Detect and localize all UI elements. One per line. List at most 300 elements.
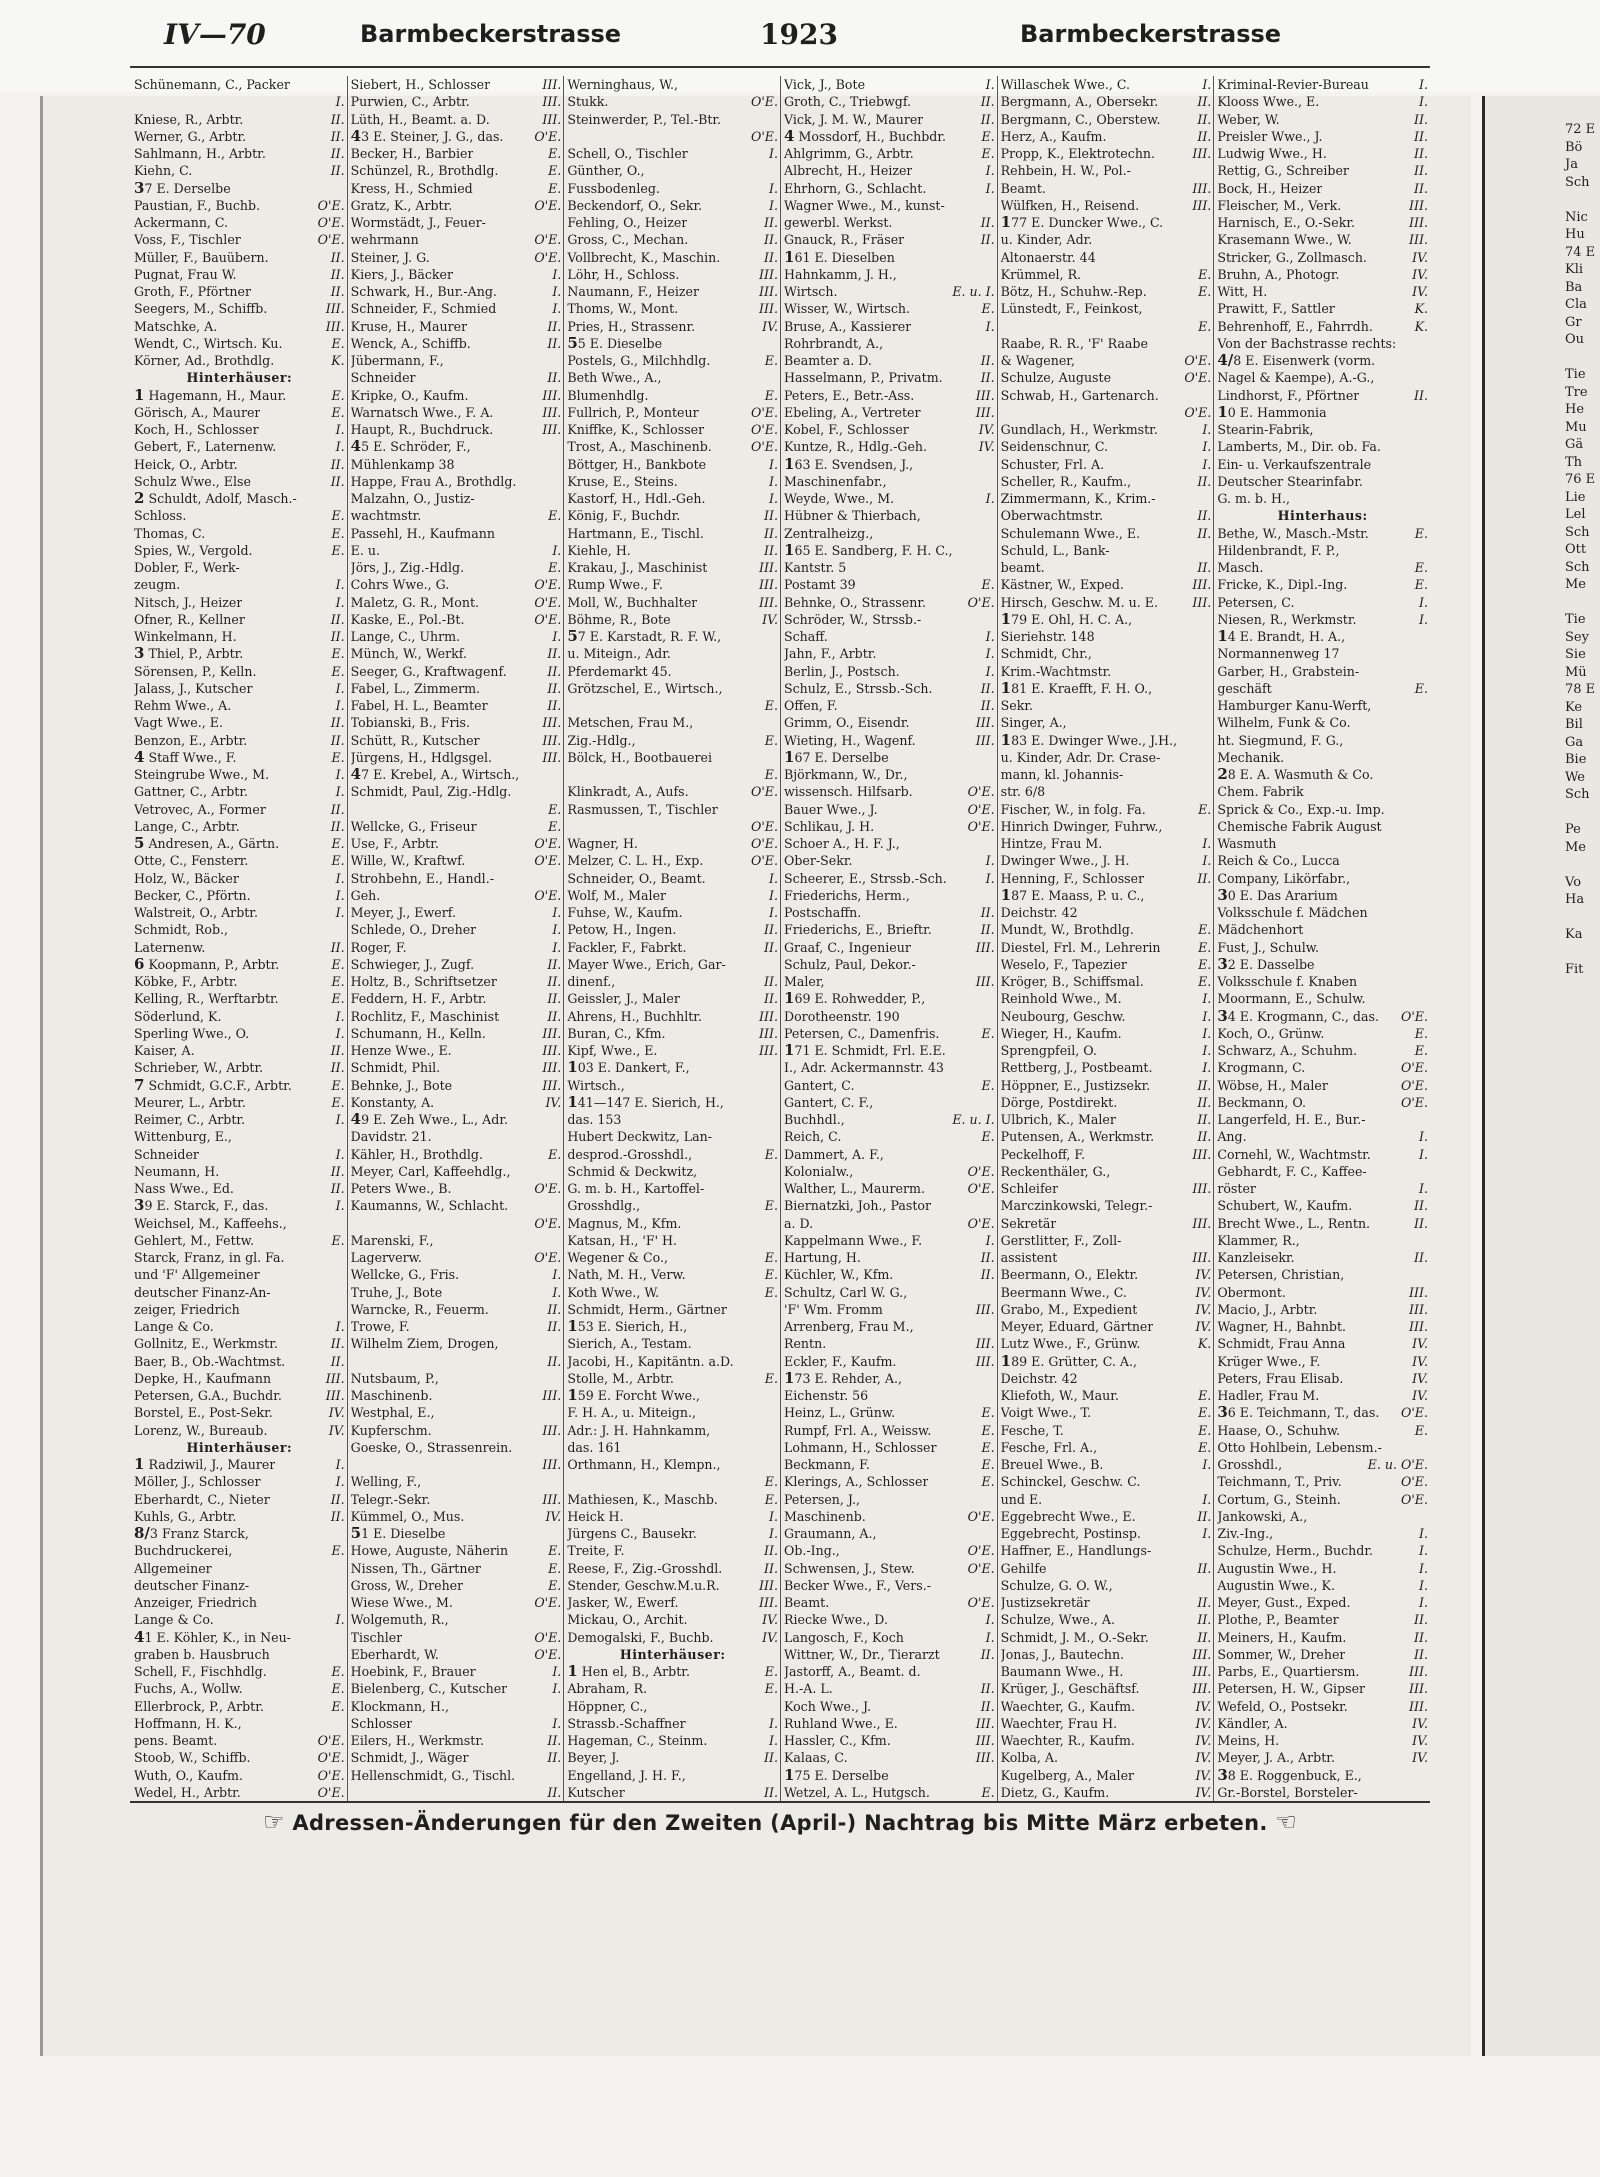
directory-entry [780, 921, 997, 938]
entry-floor: II. [1197, 1094, 1212, 1110]
entry-floor: IV. [1412, 1370, 1428, 1386]
entry-name: 153 E. Sierich, H., [567, 1318, 688, 1335]
entry-floor: E. [1198, 939, 1212, 955]
entry-name: 161 E. Dieselben [784, 248, 895, 266]
directory-entry [347, 1111, 564, 1128]
directory-entry [1213, 214, 1430, 231]
directory-entry [563, 1784, 780, 1801]
entry-floor: O'E. [317, 232, 345, 248]
entry-name: Fabel, H. L., Beamter [350, 698, 488, 713]
entry-name: Schünzel, R., Brothdlg. [350, 163, 499, 179]
entry-floor: II. [547, 646, 562, 662]
directory-entry [780, 1301, 997, 1318]
directory-entry [563, 473, 780, 490]
directory-entry [997, 1197, 1214, 1214]
entry-name: Naumann, F., Heizer [567, 284, 700, 299]
entry-name: Mickau, O., Archit. [567, 1612, 688, 1628]
entry-name: Krümmel, R. [1000, 266, 1082, 282]
entry-floor: II. [1414, 1198, 1428, 1214]
directory-entry [1213, 1542, 1430, 1559]
directory-entry [130, 749, 347, 766]
entry-floor: I. [1202, 853, 1212, 869]
entry-floor: I. [1202, 1060, 1212, 1076]
entry-floor: IV. [1412, 1336, 1428, 1352]
entry-name: Kähler, H., Brothdlg. [350, 1146, 483, 1162]
entry-floor: II. [1197, 1629, 1212, 1645]
entry-floor: III. [542, 1388, 562, 1403]
directory-entry [347, 162, 564, 179]
entry-name: Walstreit, O., Arbtr. [134, 905, 258, 920]
entry-name: Deutscher Stearinfabr. [1217, 473, 1363, 489]
directory-entry [347, 1456, 564, 1473]
entry-name: Meyer, J. A., Arbtr. [1217, 1750, 1335, 1766]
entry-floor: E. [764, 1474, 778, 1490]
entry-floor: II. [330, 473, 345, 489]
directory-entry [780, 1370, 997, 1387]
footer-notice [130, 1808, 1430, 1836]
entry-name: Justizsekretär [1000, 1595, 1090, 1610]
entry-name: Friederichs, E., Brieftr. [784, 922, 932, 938]
entry-name: Herz, A., Kaufm. [1000, 128, 1107, 144]
directory-entry [563, 1439, 780, 1456]
directory-entry [997, 783, 1214, 800]
entry-floor: II. [330, 611, 345, 627]
directory-entry [563, 438, 780, 455]
directory-entry [997, 1128, 1214, 1145]
directory-entry [997, 162, 1214, 179]
directory-entry [997, 369, 1214, 386]
entry-floor: I. [985, 853, 995, 869]
entry-name: Wülfken, H., Reisend. [1000, 197, 1140, 213]
entry-floor: O'E. [1401, 1060, 1428, 1076]
entry-floor: E. [1198, 974, 1212, 989]
directory-entry [1213, 1732, 1430, 1749]
entry-floor: I. [985, 180, 995, 196]
directory-entry [130, 1163, 347, 1180]
directory-entry [997, 1473, 1214, 1490]
directory-entry [563, 1767, 780, 1784]
directory-entry [130, 1663, 347, 1680]
directory-entry [563, 594, 780, 611]
directory-entry [347, 1698, 564, 1715]
directory-entry [563, 525, 780, 542]
entry-name: Schulze, Herm., Buchdr. [1217, 1543, 1373, 1559]
entry-floor: E. [331, 1077, 345, 1093]
entry-name: Zimmermann, K., Krim.- [1000, 491, 1156, 506]
entry-name: Sahlmann, H., Arbtr. [134, 146, 266, 161]
directory-entry [1213, 835, 1430, 852]
adjacent-page-fragment [1485, 909, 1600, 927]
entry-floor: III. [975, 1733, 995, 1748]
entry-name: 175 E. Derselbe [784, 1766, 889, 1784]
entry-name: Peters, Frau Elisab. [1217, 1370, 1344, 1386]
directory-entry [563, 1577, 780, 1594]
entry-name: Gross, C., Mechan. [567, 232, 689, 248]
entry-name: Cortum, G., Steinh. [1217, 1491, 1341, 1507]
entry-name: Schaff. [784, 629, 828, 644]
directory-entry [130, 525, 347, 542]
entry-name: Schneider, O., Beamt. [567, 870, 706, 886]
entry-floor: III. [542, 1077, 562, 1093]
directory-entry [780, 283, 997, 300]
entry-name: Paustian, F., Buchb. [134, 197, 261, 213]
entry-name: Plothe, P., Beamter [1217, 1612, 1339, 1628]
entry-floor: II. [980, 905, 995, 920]
entry-name: Günther, O., [567, 163, 645, 179]
directory-entry [780, 645, 997, 662]
entry-floor: II. [980, 1698, 995, 1714]
adjacent-page-fragment: 72 E [1565, 122, 1596, 137]
entry-floor: II. [1414, 163, 1428, 179]
entry-name: Deichstr. 42 [1000, 1370, 1078, 1386]
directory-entry [997, 645, 1214, 662]
entry-floor: I. [769, 1715, 778, 1731]
entry-floor: O'E. [534, 232, 562, 248]
directory-entry [130, 766, 347, 783]
entry-name: Hellenschmidt, G., Tischl. [350, 1767, 516, 1783]
directory-entry [130, 1456, 347, 1473]
entry-floor: O'E. [534, 594, 562, 610]
directory-entry [997, 1749, 1214, 1766]
directory-entry [130, 1611, 347, 1628]
directory-entry [563, 835, 780, 852]
entry-name: Schultz, Carl W. G., [784, 1284, 908, 1300]
entry-name: Laternenw. [134, 939, 206, 955]
entry-floor: I. [335, 767, 345, 782]
entry-name: Petersen, G.A., Buchdr. [134, 1388, 282, 1403]
directory-entry [1213, 1611, 1430, 1628]
directory-entry [130, 887, 347, 904]
directory-entry [1213, 335, 1430, 352]
directory-entry [563, 904, 780, 921]
entry-floor: II. [547, 1750, 562, 1766]
directory-entry [347, 456, 564, 473]
entry-name: Dörge, Postdirekt. [1000, 1094, 1118, 1110]
entry-name: Graaf, C., Ingenieur [784, 939, 911, 955]
entry-name: Rohrbrandt, A., [784, 335, 884, 351]
entry-floor: O'E. [534, 1629, 562, 1645]
adjacent-page-fragment: 74 E [1565, 244, 1596, 260]
entry-name: Reckenthäler, G., [1000, 1163, 1111, 1179]
directory-entry [780, 697, 997, 714]
entry-floor: E. u. O'E. [1367, 1457, 1428, 1472]
directory-entry [1213, 1680, 1430, 1697]
entry-floor: II. [1197, 1112, 1212, 1127]
entry-floor: II. [330, 818, 345, 834]
entry-name: Beamter a. D. [784, 353, 872, 368]
entry-name: u. Miteign., Adr. [567, 646, 671, 662]
directory-entry [997, 283, 1214, 300]
adjacent-page-fragment: Tie [1565, 367, 1586, 382]
directory-entry [347, 76, 564, 93]
entry-floor: II. [764, 1750, 778, 1766]
entry-floor: II. [330, 249, 345, 265]
entry-name: Kalaas, C. [784, 1750, 848, 1766]
entry-name: Harnisch, E., O.-Sekr. [1217, 215, 1356, 230]
entry-name: wissensch. Hilfsarb. [784, 784, 913, 800]
entry-floor: I. [1202, 1008, 1212, 1024]
directory-entry [1213, 283, 1430, 300]
directory-entry [997, 921, 1214, 938]
adjacent-page-fragment: Vo [1565, 874, 1582, 890]
entry-name: Schulz, E., Strssb.-Sch. [784, 680, 933, 696]
directory-entry [130, 456, 347, 473]
entry-name: Anzeiger, Friedrich [134, 1595, 257, 1610]
entry-name: Dorotheenstr. 190 [784, 1008, 900, 1024]
adjacent-page-fragment: Fit [1565, 962, 1584, 977]
directory-entry [1213, 1059, 1430, 1076]
entry-name: 55 E. Dieselbe [567, 334, 663, 352]
entry-floor: I. [985, 163, 995, 179]
entry-floor: E. [1414, 1025, 1428, 1041]
entry-floor: E. [548, 801, 562, 817]
adjacent-page-fragment: Sch [1565, 787, 1590, 802]
entry-name: Kaumanns, W., Schlacht. [350, 1198, 509, 1214]
entry-floor: O'E. [534, 1250, 562, 1265]
entry-floor: II. [330, 1060, 345, 1076]
directory-entry [997, 76, 1214, 93]
pointing-hand-icon: ☜ [1275, 1808, 1298, 1836]
directory-entry [997, 1663, 1214, 1680]
entry-name: Kanzleisekr. [1217, 1250, 1295, 1265]
entry-name: Hintze, Frau M. [1000, 836, 1103, 851]
entry-name: Bergmann, A., Obersekr. [1000, 94, 1159, 110]
directory-entry [347, 1473, 564, 1490]
directory-entry [1213, 1163, 1430, 1180]
entry-name: 183 E. Dwinger Wwe., J.H., [1000, 731, 1178, 749]
directory-entry [130, 318, 347, 335]
entry-floor: O'E. [317, 1767, 345, 1783]
entry-name: Mathiesen, K., Maschb. [567, 1491, 718, 1507]
entry-floor: I. [1419, 1577, 1428, 1593]
entry-floor: III. [1192, 197, 1212, 213]
entry-floor: I. [769, 197, 778, 213]
entry-floor: E. [331, 542, 345, 558]
entry-name: F. H. A., u. Miteign., [567, 1405, 696, 1421]
directory-entry [563, 180, 780, 197]
adjacent-page-fragment: Ou [1565, 332, 1585, 347]
directory-entry [347, 1025, 564, 1042]
entry-floor: I. [335, 594, 345, 610]
directory-entry [563, 111, 780, 128]
entry-name: und E. [1000, 1491, 1043, 1507]
entry-name: Allgemeiner [134, 1560, 212, 1576]
directory-entry [1213, 1215, 1430, 1232]
entry-name: Ang. [1217, 1129, 1247, 1145]
directory-entry [997, 421, 1214, 438]
directory-entry [997, 1508, 1214, 1525]
entry-name: Thoms, W., Mont. [567, 301, 679, 317]
directory-entry [563, 507, 780, 524]
entry-name: Körner, Ad., Brothdlg. [134, 353, 275, 368]
entry-floor: II. [764, 249, 778, 265]
directory-entry [130, 1335, 347, 1352]
entry-name: 43 E. Steiner, J. G., das. [350, 127, 504, 145]
entry-name: zeiger, Friedrich [134, 1301, 240, 1317]
directory-entry [1213, 1663, 1430, 1680]
directory-entry [780, 1439, 997, 1456]
entry-name: Schmidt, Herm., Gärtner [567, 1301, 727, 1317]
directory-entry [130, 1249, 347, 1266]
entry-floor: E. [331, 836, 345, 851]
directory-entry [1213, 1404, 1430, 1421]
entry-name: Wellcke, G., Friseur [350, 818, 477, 834]
entry-name: Kniese, R., Arbtr. [134, 111, 244, 127]
entry-name: Sprick & Co., Exp.-u. Imp. [1217, 801, 1385, 817]
entry-name: Seegers, M., Schiffb. [134, 301, 268, 317]
directory-entry [347, 628, 564, 645]
directory-entry [780, 870, 997, 887]
entry-floor: II. [330, 128, 345, 144]
directory-entry [1213, 266, 1430, 283]
directory-entry [780, 714, 997, 731]
entry-floor: I. [552, 301, 562, 317]
entry-name: Klooss Wwe., E. [1217, 94, 1320, 110]
directory-entry [997, 1542, 1214, 1559]
entry-name: Peckelhoff, F. [1000, 1146, 1086, 1162]
directory-entry [563, 749, 780, 766]
entry-name: Ellerbrock, P., Arbtr. [134, 1698, 264, 1714]
directory-entry [780, 438, 997, 455]
directory-entry [130, 1111, 347, 1128]
directory-entry [347, 352, 564, 369]
entry-name: Gerstlitter, F., Zoll- [1000, 1232, 1122, 1248]
entry-floor: II. [764, 542, 778, 558]
entry-floor: I. [769, 491, 778, 506]
directory-entry [780, 1232, 997, 1249]
entry-floor: I. [1419, 94, 1428, 110]
entry-floor: E. [981, 1077, 995, 1093]
directory-entry [1213, 300, 1430, 317]
directory-entry [780, 801, 997, 818]
directory-entry [1213, 387, 1430, 404]
entry-floor: E. [331, 525, 345, 541]
entry-name: Kaske, E., Pol.-Bt. [350, 611, 465, 627]
directory-entry [780, 197, 997, 214]
entry-floor: I. [1419, 1129, 1428, 1145]
adjacent-page-fragment: Gä [1565, 437, 1584, 452]
entry-name: Henze Wwe., E. [350, 1043, 452, 1058]
entry-floor: I. [1419, 594, 1428, 610]
entry-floor: I. [1202, 1043, 1212, 1058]
entry-name: G. m. b. H., Kartoffel- [567, 1181, 705, 1196]
entry-name: Werner, G., Arbtr. [134, 128, 247, 144]
header-rule [130, 66, 1430, 68]
directory-entry [347, 1387, 564, 1404]
entry-floor: E. [331, 404, 345, 420]
entry-name: Eckler, F., Kaufm. [784, 1353, 897, 1369]
entry-name: G. m. b. H., [1217, 491, 1290, 506]
entry-floor: III. [975, 974, 995, 989]
entry-floor: O'E. [534, 1181, 562, 1196]
entry-floor: II. [1414, 111, 1428, 127]
entry-name: Mayer Wwe., Erich, Gar- [567, 956, 726, 972]
directory-column [130, 76, 348, 1801]
entry-name: Chemische Fabrik August [1217, 818, 1382, 834]
entry-name: u. Kinder, Adr. [1000, 232, 1093, 248]
directory-entry [130, 921, 347, 938]
entry-floor: III. [1192, 180, 1212, 196]
entry-name: beamt. [1000, 560, 1045, 575]
entry-name: geschäft [1217, 680, 1272, 696]
directory-entry [347, 525, 564, 542]
entry-name: Mädchenhort [1217, 922, 1304, 938]
directory-entry [780, 1646, 997, 1663]
directory-entry [347, 542, 564, 559]
directory-entry [780, 1404, 997, 1421]
entry-floor: I. [1202, 422, 1212, 437]
entry-name: Lüth, H., Beamt. a. D. [350, 111, 490, 127]
entry-name: Lorenz, W., Bureaub. [134, 1422, 268, 1438]
directory-entry [997, 714, 1214, 731]
directory-entry [780, 1318, 997, 1335]
directory-entry [780, 1594, 997, 1611]
directory-entry [1213, 1525, 1430, 1542]
directory-entry [347, 594, 564, 611]
directory-entry [780, 162, 997, 179]
adjacent-page-edge [1482, 96, 1600, 2056]
directory-entry [563, 1180, 780, 1197]
directory-entry [1213, 697, 1430, 714]
entry-floor: III. [759, 301, 778, 317]
entry-name: Hartung, H. [784, 1250, 861, 1265]
directory-entry [997, 266, 1214, 283]
entry-name: gewerbl. Werkst. [784, 215, 893, 230]
entry-floor: I. [552, 1681, 562, 1697]
entry-name: Werninghaus, W., [567, 77, 678, 92]
entry-name: Propp, K., Elektrotechn. [1000, 146, 1156, 161]
adjacent-page-fragment [1485, 944, 1600, 962]
entry-floor: O'E. [967, 784, 995, 800]
entry-name: Waechter, G., Kaufm. [1000, 1698, 1136, 1714]
directory-entry [347, 180, 564, 197]
directory-entry [563, 990, 780, 1007]
entry-name: Reinhold Wwe., M. [1000, 991, 1122, 1007]
adjacent-page-fragment: Sch [1565, 559, 1590, 575]
entry-floor: E. [331, 335, 345, 351]
entry-floor: II. [980, 1646, 995, 1662]
entry-name: Vollbrecht, K., Maschin. [567, 249, 721, 265]
entry-floor: E. [548, 560, 562, 575]
directory-entry [780, 1542, 997, 1559]
entry-name: Wefeld, O., Postsekr. [1217, 1698, 1348, 1714]
entry-name: Eggebrecht, Postinsp. [1000, 1526, 1141, 1541]
directory-entry [780, 1456, 997, 1473]
entry-name: Gollnitz, E., Werkmstr. [134, 1336, 278, 1352]
directory-entry [997, 214, 1214, 231]
entry-name: Ludwig Wwe., H. [1217, 146, 1327, 161]
directory-entry [780, 249, 997, 266]
directory-entry [563, 1404, 780, 1421]
entry-floor: III. [1192, 1250, 1212, 1265]
directory-entry [997, 1111, 1214, 1128]
entry-name: 3 Thiel, P., Arbtr. [134, 645, 244, 663]
entry-floor: I. [552, 939, 562, 955]
entry-floor: III. [975, 1715, 995, 1731]
entry-name: Witt, H. [1217, 284, 1268, 299]
entry-floor: II. [547, 974, 562, 989]
entry-name: a. D. [784, 1215, 814, 1231]
entry-name: Kästner, W., Exped. [1000, 577, 1124, 593]
entry-floor: O'E. [1184, 404, 1212, 420]
entry-name: Maschinenb. [350, 1388, 433, 1403]
entry-name: Bötz, H., Schuhw.-Rep. [1000, 284, 1147, 299]
entry-name: Schumann, H., Kelln. [350, 1025, 486, 1041]
directory-entry [1213, 404, 1430, 421]
entry-name: Meyer, Carl, Kaffeehdlg., [350, 1163, 511, 1179]
directory-entry [563, 887, 780, 904]
entry-name: Groth, C., Triebwgf. [784, 94, 912, 110]
